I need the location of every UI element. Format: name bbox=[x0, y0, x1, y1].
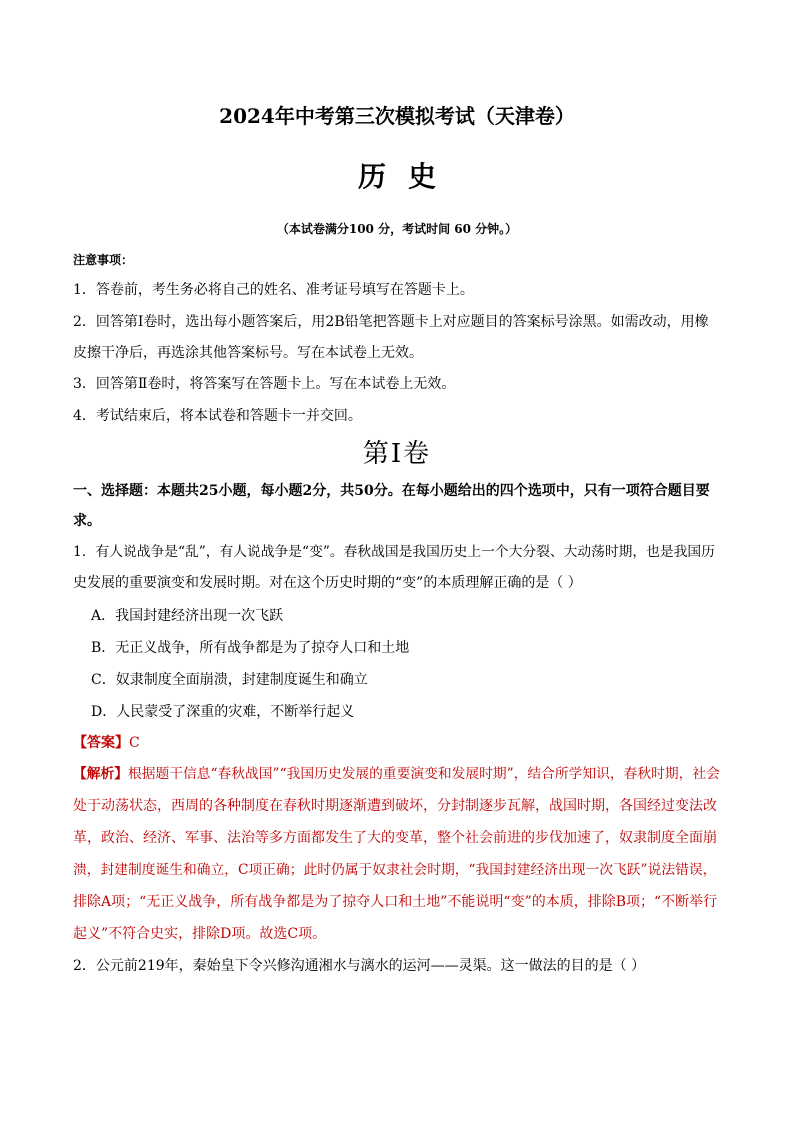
notice-item: 皮擦干净后，再选涂其他答案标号。写在本试卷上无效。 bbox=[73, 345, 423, 361]
analysis-text: 革，政治、经济、军事、法治等多方面都发生了大的变革，整个社会前进的步伐加速了，奴隶制度全面崩 bbox=[73, 830, 717, 846]
answer-label: 【答案】 bbox=[73, 735, 129, 751]
option-d: D．人民蒙受了深重的灾难，不断举行起义 bbox=[91, 704, 355, 720]
section-intro: 一、选择题：本题共25小题，每小题2分，共50分。在每小题给出的四个选项中，只有一项符合题目要 bbox=[73, 483, 710, 499]
answer-line bbox=[73, 733, 140, 753]
volume-title: 第Ⅰ卷 bbox=[362, 439, 432, 469]
analysis-text: 处于动荡状态，西周的各种制度在春秋时期逐渐遭到破坏，分封制逐步瓦解，战国时期，各国经过变法改 bbox=[73, 798, 717, 814]
option-b: B．无正义战争，所有战争都是为了掠夺人口和土地 bbox=[91, 640, 410, 656]
analysis-text: 根据题干信息“春秋战国”“我国历史发展的重要演变和发展时期”，结合所学知识，春秋时期，社会 bbox=[128, 766, 720, 782]
analysis-line bbox=[73, 764, 720, 784]
analysis-text: 溃，封建制度诞生和确立，C项正确；此时仍属于奴隶社会时期，“我国封建经济出现一次飞跃”说法错误， bbox=[73, 862, 717, 878]
exam-title: 2024年中考第三次模拟考试（天津卷） bbox=[219, 104, 575, 128]
analysis-text: 起义”不符合史实，排除D项。故选C项。 bbox=[73, 926, 327, 942]
notice-item: 2．回答第Ⅰ卷时，选出每小题答案后，用2B铅笔把答题卡上对应题目的答案标号涂黑。如需改动，用橡 bbox=[73, 314, 709, 330]
analysis-label: 【解析】 bbox=[73, 766, 129, 782]
option-a: A．我国封建经济出现一次飞跃 bbox=[91, 608, 284, 624]
question-stem: 1．有人说战争是“乱”，有人说战争是“变”。春秋战国是我国历史上一个大分裂、大动荡时期，也是我国历 bbox=[73, 544, 715, 560]
subject-title: 历史 bbox=[357, 160, 458, 193]
section-intro: 求。 bbox=[73, 513, 101, 529]
question-stem: 2．公元前219年，秦始皇下令兴修沟通湘水与漓水的运河——灵渠。这一做法的目的是（ ） bbox=[73, 958, 646, 974]
question-stem: 史发展的重要演变和发展时期。对在这个历史时期的“变”的本质理解正确的是（ ） bbox=[73, 575, 582, 591]
answer-value: C bbox=[129, 735, 140, 751]
notice-item: 4．考试结束后，将本试卷和答题卡一并交回。 bbox=[73, 408, 362, 424]
notice-item: 1．答卷前，考生务必将自己的姓名、准考证号填写在答题卡上。 bbox=[73, 282, 474, 298]
notice-heading: 注意事项： bbox=[73, 253, 134, 267]
analysis-text: 排除A项；“无正义战争，所有战争都是为了掠夺人口和土地”不能说明“变”的本质，排除B项；“不断举行 bbox=[73, 894, 718, 910]
option-c: C．奴隶制度全面崩溃，封建制度诞生和确立 bbox=[91, 672, 368, 688]
notice-item: 3．回答第Ⅱ卷时，将答案写在答题卡上。写在本试卷上无效。 bbox=[73, 376, 456, 392]
exam-info: （本试卷满分100 分，考试时间 60 分钟。） bbox=[276, 222, 518, 236]
